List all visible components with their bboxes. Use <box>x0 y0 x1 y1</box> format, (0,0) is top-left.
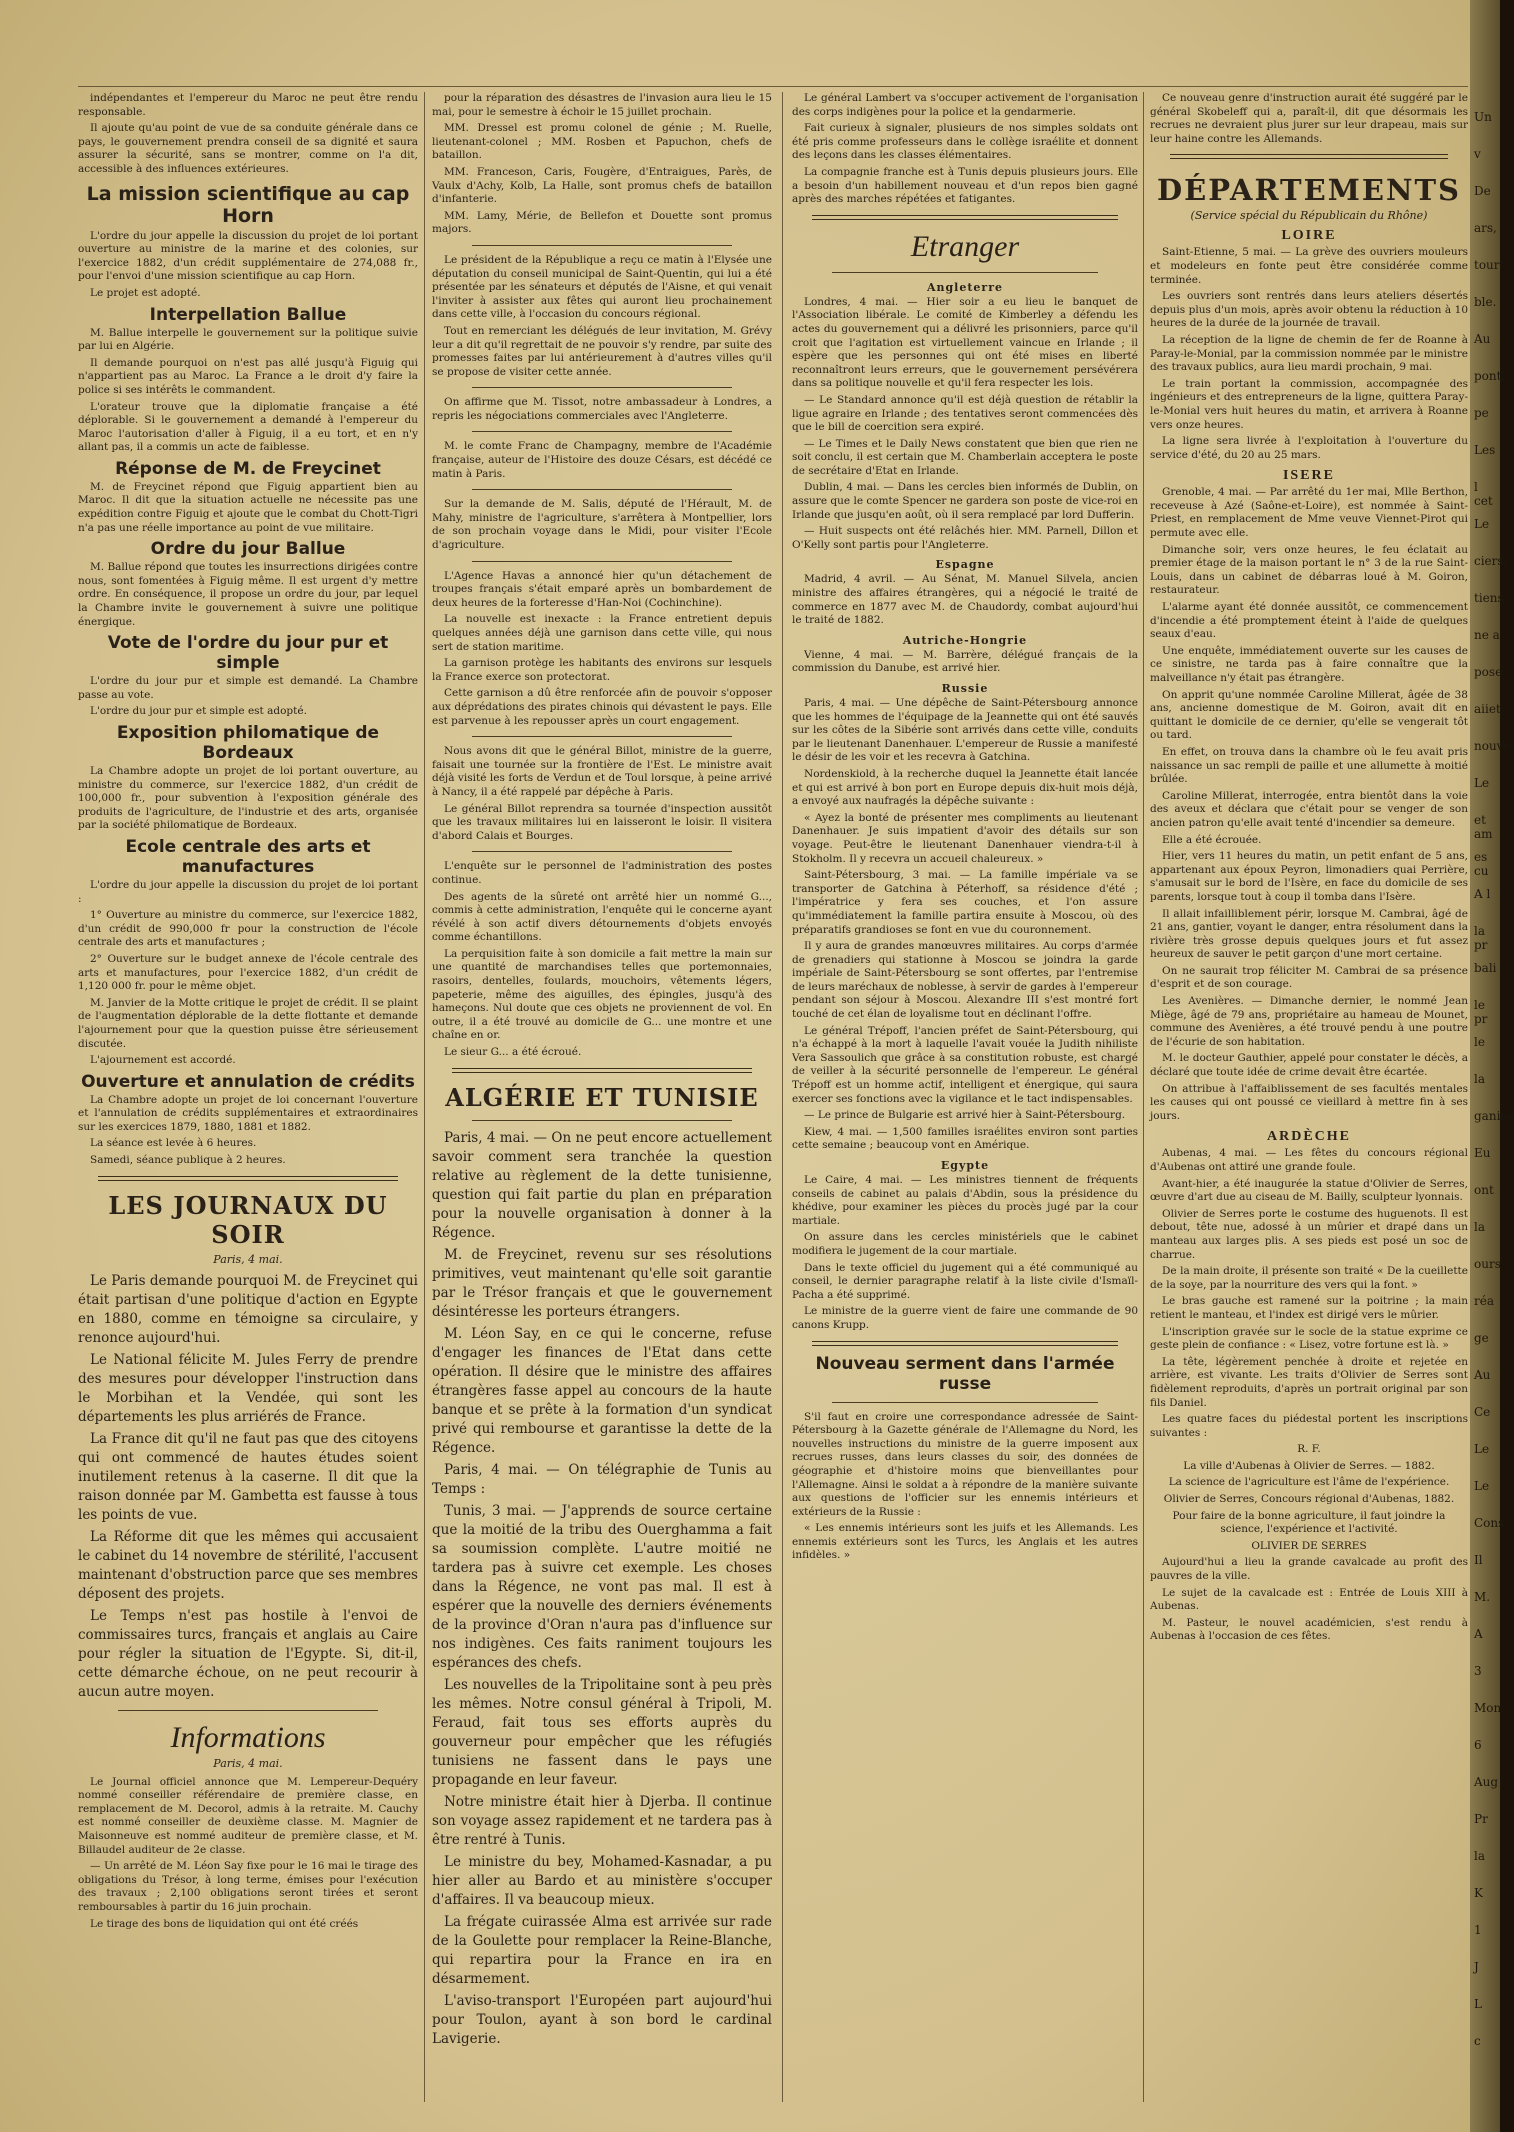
edge-fragment: v <box>1474 147 1481 161</box>
paragraph: La perquisition faite à son domicile a fait mettre la main sur une quantité de marchandises telles que portemonnaies, rasoirs, dentelles, foulards, mouchoirs, vêtements légers, papeterie, même des aiguilles, des épingles, jusqu'à des hameçons. Nul doute que ces objets ne proviennent de vol. En outre, il a été trouvé au domicile de G... une montre et une chaîne en or. <box>432 947 772 1042</box>
section-divider <box>472 1120 732 1121</box>
edge-fragment: De <box>1474 184 1491 198</box>
edge-fragment: L <box>1474 1997 1482 2011</box>
paragraph: « Ayez la bonté de présenter mes compliments au lieutenant Danenhauer. Je suis impatient d'avoir des détails sur son voyage. Peut-être le lieutenant Danenhauer viendra-t-il à Stokholm. Il y recevra un accueil chaleureux. » <box>792 811 1138 865</box>
paragraph: L'ordre du jour appelle la discussion du projet de loi portant ouverture au ministre de la marine et des colonies, sur l'exercice 1882, d'un crédit supplémentaire de 274,088 fr., pour l'envoi d'une mission scientifique au cap Horn. <box>78 229 418 283</box>
edge-fragment: aiiet <box>1474 702 1501 716</box>
paragraph-group <box>1150 1556 1468 1644</box>
paragraph: Paris, 4 mai. — Une dépêche de Saint-Pétersbourg annonce que les hommes de l'équipage de la Jeannette qui ont été sauvés sur les côtes de la Sibérie sont arrivés dans cette ville, conduits par le lieutenant Danenhauer. L'empereur de Russie a manifesté le désir de les voir et les recevra à Gatchina. <box>792 697 1138 764</box>
edge-fragment: Ce <box>1474 1405 1491 1419</box>
paragraph: Ce nouveau genre d'instruction aurait été suggéré par le général Skobeleff qui a, paraît-il, dit que désormais les recrues ne devraient plus jurer sur leur drapeau, mais sur leur haine contre les Allemands. <box>1150 92 1468 145</box>
edge-fragment: A l <box>1474 887 1491 901</box>
paragraph: Aubenas, 4 mai. — Les fêtes du concours régional d'Aubenas ont attiré une grande foule. <box>1150 1147 1468 1173</box>
paragraph-group <box>78 1776 418 1932</box>
edge-fragment: la <box>1474 1849 1485 1863</box>
paragraph: Il y aura de grandes manœuvres militaires. Au corps d'armée de grenadiers qui stationne à Moscou se joindra la garde impériale de Saint-Pétersbourg se sont offertes, par l'entremise de leurs maréchaux de noblesse, à servir de gardes à l'empereur pendant son séjour à Moscou. Alexandre III s'est montré fort touché de cet élan de loyalisme tout en déclinant l'offre. <box>792 940 1138 1021</box>
paragraph-group <box>432 860 772 1059</box>
paragraph: La ligne sera livrée à l'exploitation à l'ouverture du service d'été, du 20 au 25 mars. <box>1150 435 1468 461</box>
heading-mission-cap-horn: La mission scientifique au cap Horn <box>86 182 410 227</box>
paragraph-group <box>432 745 772 843</box>
paragraph: M. Pasteur, le nouvel académicien, s'est rendu à Aubenas à l'occasion de ces fêtes. <box>1150 1616 1468 1643</box>
heading-informations: Informations <box>170 1720 326 1754</box>
paragraph: La France dit qu'il ne faut pas que des citoyens qui ont commencé de hautes études soient inutilement retenus à la caserne. Il dit que la raison donnée par M. Gambetta est fausse à tous les points de vue. <box>78 1430 418 1523</box>
paragraph: Le ministre de la guerre vient de faire une commande de 90 canons Krupp. <box>792 1305 1138 1331</box>
paragraph-group <box>78 1094 418 1168</box>
paragraph-group <box>792 1174 1138 1333</box>
paragraph: Hier, vers 11 heures du matin, un petit enfant de 5 ans, appartenant aux époux Peyron, limonadiers quai Perrière, s'amusait sur le bord de l'Isère, en face du domicile de ses parents, lorsque tout à coup il tomba dans l'Isère. <box>1150 850 1468 903</box>
edge-fragment: M. <box>1474 1590 1491 1604</box>
paragraph: Kiew, 4 mai. — 1,500 familles israélites environ sont parties cette semaine ; beaucoup vont en Amérique. <box>792 1125 1138 1152</box>
paragraph: Une enquête, immédiatement ouverte sur les causes de ce sinistre, ne tarda pas à faire connaître que la malveillance n'y était pas étrangère. <box>1150 644 1468 684</box>
paragraph: Le tirage des bons de liquidation qui ont été créés <box>90 1917 359 1930</box>
heading-ordre-du-jour: Ordre du jour Ballue <box>150 539 346 560</box>
edge-fragment: 1 <box>1474 1923 1482 1937</box>
column-2 <box>432 92 772 2052</box>
paragraph-group <box>432 440 772 481</box>
paragraph: L'ordre du jour pur et simple est demandé. La Chambre passe au vote. <box>78 675 418 701</box>
paragraph: La compagnie franche est à Tunis depuis plusieurs jours. Elle a besoin d'un habillement nouveau et d'un repos bien gagné après des marches répétées et fatigantes. <box>792 165 1138 206</box>
paragraph: M. Janvier de la Motte critique le projet de crédit. Il se plaint de l'augmentation déplorable de la dette flottante et demande l'ajournement pour que la question puisse être sérieusement discutée. <box>78 996 418 1050</box>
paragraph: La garnison protège les habitants des environs sur lesquels la France exerce son protectorat. <box>432 657 772 683</box>
edge-fragment: la <box>1474 1072 1485 1086</box>
edge-fragment: es cu <box>1474 850 1489 878</box>
paragraph-group <box>792 573 1138 627</box>
paragraph-group <box>792 92 1138 207</box>
edge-fragment: pont, <box>1474 369 1506 383</box>
paragraph: Les nouvelles de la Tripolitaine sont à peu près les mêmes. Notre consul général à Tripoli, M. Feraud, fait tous ses efforts auprès du gouverneur pour empêcher que les réfugiés tunisiens ne fassent dans le pays une propagande en leur faveur. <box>432 1676 772 1788</box>
section-divider <box>472 736 732 737</box>
paragraph-group <box>792 649 1138 676</box>
paragraph: La nouvelle est inexacte : la France entretient depuis quelques années déjà une garnison dans cette ville, qui nous sert de station maritime. <box>432 613 772 653</box>
paragraph: Elle a été écrouée. <box>1162 833 1262 846</box>
edge-fragment: A <box>1474 1627 1483 1641</box>
edge-fragment: ne a <box>1474 628 1500 642</box>
paragraph: — Huit suspects ont été relâchés hier. MM. Parnell, Dillon et O'Kelly sont partis pour l'Angleterre. <box>792 525 1138 551</box>
column-1 <box>78 92 418 1934</box>
paragraph: La Chambre adopte un projet de loi concernant l'ouverture et l'annulation de crédits supplémentaires et extraordinaires sur les exercices 1879, 1880, 1881 et 1882. <box>78 1093 418 1133</box>
paragraph-group <box>1150 92 1468 146</box>
paragraph: Samedi, séance publique à 2 heures. <box>90 1154 286 1167</box>
column-rule <box>424 92 425 2102</box>
heading-vote: Vote de l'ordre du jour pur et simple <box>107 633 389 674</box>
heading-egypte: Egypte <box>940 1159 990 1172</box>
paragraph: MM. Dressel est promu colonel de génie ; M. Ruelle, lieutenant-colonel ; MM. Rosben et Papuchon, chefs de bataillon. <box>432 122 772 162</box>
paragraph-group <box>78 92 418 177</box>
column-3 <box>792 92 1138 1566</box>
paragraph: M. Léon Say, en ce qui le concerne, refuse d'engager les finances de l'Etat dans cette opération. Il désire que le ministre des affaires étrangères fasse appel au concours de la haute banque et se prête à la formation d'un syndicat privé qui rembourse et garantisse la dette de la Régence. <box>432 1325 772 1456</box>
paragraph: Nordenskiold, à la recherche duquel la Jeannette était lancée et qui est arrivé à bon port en Europe depuis dix-huit mois déjà, a envoyé aux naufragés la dépêche suivante : <box>792 767 1138 808</box>
paragraph: — Un arrêté de M. Léon Say fixe pour le 16 mai le tirage des obligations du Trésor, à long terme, émises pour l'exécution des travaux ; 2,100 obligations seront tirées et seront remboursables à partir du 16 juin prochain. <box>78 1860 418 1913</box>
edge-fragment: Au <box>1474 332 1491 346</box>
paragraph: Dublin, 4 mai. — Dans les cercles bien informés de Dublin, on assure que le comte Spencer ne gardera son poste de vice-roi en Irlande que jusqu'en août, où il sera remplacé par lord Dufferin. <box>792 481 1138 521</box>
adjacent-page-edge <box>1470 0 1514 2132</box>
heading-ecole-centrale: Ecole centrale des arts et manufactures <box>125 836 371 877</box>
edge-fragment: c <box>1474 2034 1481 2048</box>
paragraph: Il ajoute qu'au point de vue de sa conduite générale dans ce pays, le gouvernement prendra conseil de sa dignité et saura assurer la sécurité, sans se montrer, comme on l'a dit, accessible à des influences extérieures. <box>78 122 418 175</box>
paragraph-group <box>78 879 418 1068</box>
paragraph: Le ministre du bey, Mohamed-Kasnadar, a pu hier aller au Bardo et au ministère s'occuper d'affaires. Il va beaucoup mieux. <box>432 1853 772 1908</box>
paragraph: M. de Freycinet, revenu sur ses résolutions primitives, veut maintenant qu'elle soit garantie par le Trésor français et que le gouvernement désintéresse les porteurs étrangers. <box>432 1246 772 1320</box>
heading-departements: DÉPARTEMENTS <box>1157 173 1461 208</box>
paragraph: Le Journal officiel annonce que M. Lempereur-Dequéry nommé conseiller référendaire de première classe, en remplacement de M. Decorol, admis à la retraite. M. Cauchy est nommé conseiller de deuxième classe. M. Magnier de Maisonneuve est nommé auditeur de première classe, et M. Billaudel auditeur de 2e classe. <box>78 1775 418 1856</box>
paragraph: Les quatre faces du piédestal portent les inscriptions suivantes : <box>1150 1413 1468 1439</box>
paragraph: 1° Ouverture au ministre du commerce, sur l'exercice 1882, d'un crédit de 990,000 fr pour la construction de l'école centrale des arts et manufactures ; <box>78 909 418 949</box>
paragraph-group <box>432 498 772 552</box>
paragraph: Les Avenières. — Dimanche dernier, le nommé Jean Miège, âgé de 79 ans, propriétaire au hameau de Mounet, commune des Avenières, a été trouvé pendu à une poutre de l'écurie de son habitation. <box>1150 995 1468 1048</box>
edge-fragment: ars, <box>1474 221 1497 235</box>
paragraph: Sur la demande de M. Salis, député de l'Hérault, M. de Mahy, ministre de l'agriculture, s'arrêtera à Montpellier, lors de son prochain voyage dans le Midi, pour visiter l'Ecole d'agriculture. <box>432 498 772 552</box>
paragraph: Olivier de Serres, Concours régional d'Aubenas, 1882. <box>1163 1493 1455 1506</box>
paragraph: Des agents de la sûreté ont arrêté hier un nommé G..., commis à cette administration, l'enquête qui le concerne ayant révélé à son actif divers détournements d'objets envoyés comme échantillons. <box>432 890 772 944</box>
top-rule <box>78 86 1468 87</box>
heading-nouveau-serment: Nouveau serment dans l'armée russe <box>815 1353 1115 1394</box>
paragraph: Il allait infailliblement périr, lorsque M. Cambrai, âgé de 21 ans, gantier, voyant le danger, entra résolument dans la rivière très grosse depuis quelques jours et fut assez heureux de sauver le petit garçon d'une mort certaine. <box>1150 907 1468 961</box>
edge-fragment: Le <box>1474 1442 1490 1456</box>
edge-fragment: Le <box>1474 776 1490 790</box>
edge-fragment: ont <box>1474 1183 1494 1197</box>
paragraph-group <box>78 561 418 629</box>
paragraph-group <box>432 570 772 729</box>
heading-credits: Ouverture et annulation de crédits <box>81 1071 415 1092</box>
edge-fragment: ganisé <box>1474 1109 1514 1123</box>
paragraph: — Le Times et le Daily News constatent que bien que rien ne soit conclu, il est certain que M. Chamberlain acceptera le poste de secrétaire d'Etat en Irlande. <box>792 437 1138 477</box>
paragraph: Caroline Millerat, interrogée, entra bientôt dans la voie des aveux et déclara que c'était pour se venger de son ancien patron qu'elle avait tenté d'incendier sa demeure. <box>1150 789 1468 829</box>
edge-fragment: Un <box>1474 110 1492 124</box>
section-divider <box>1170 154 1448 159</box>
edge-fragment: Aug <box>1474 1775 1499 1789</box>
paragraph: indépendantes et l'empereur du Maroc ne peut être rendu responsable. <box>78 92 418 118</box>
paragraph-group <box>432 254 772 379</box>
heading-ardeche: ARDÈCHE <box>1266 1129 1351 1145</box>
edge-fragment: réa <box>1474 1294 1494 1308</box>
edge-fragment: pe <box>1474 406 1489 420</box>
edge-fragment: bali <box>1474 961 1497 975</box>
paragraph: En effet, on trouva dans la chambre où le feu avait pris naissance un sac rempli de paille et une allumette à moitié brûlée. <box>1150 745 1468 786</box>
paragraph-group <box>78 230 418 301</box>
paragraph-group <box>792 697 1138 1153</box>
paragraph: Cette garnison a dû être renforcée afin de pouvoir s'opposer aux déprédations des pirates chinois qui dévastent le pays. Elle est parvenue à les repousser après un court engagement. <box>432 687 772 727</box>
paragraph: Aujourd'hui a lieu la grande cavalcade au profit des pauvres de la ville. <box>1150 1556 1468 1583</box>
section-divider <box>832 272 1098 273</box>
paragraph: Le général Trépoff, l'ancien préfet de Saint-Pétersbourg, qui n'a échappé à la mort à laquelle l'avait vouée la Judith nihiliste Vera Sassoulich que grâce à sa constitution robuste, est chargé de veiller à la sécurité personnelle de l'empereur. Le général Trépoff est un homme actif, intelligent et énergique, qui saura exercer ses fonctions avec la vigilance et le tact indispensables. <box>792 1024 1138 1105</box>
column-rule <box>782 92 783 2102</box>
heading-etranger: Etranger <box>910 229 1020 263</box>
paragraph: Le train portant la commission, accompagnée des ingénieurs et des entrepreneurs de la ligne, quittera Paray-le-Monial vers huit heures du matin, et arrivera à Roanne vers onze heures. <box>1150 377 1468 431</box>
paragraph: On ne saurait trop féliciter M. Cambrai de sa présence d'esprit et de son courage. <box>1150 964 1468 991</box>
paragraph: La ville d'Aubenas à Olivier de Serres. — 1882. <box>1183 1459 1435 1472</box>
paragraph: Grenoble, 4 mai. — Par arrêté du 1er mai, Mlle Berthon, receveuse à Azé (Saône-et-Loire), est nommée à Saint-Priest, en remplacement de Mme veuve Viennet-Pirot qui permute avec elle. <box>1150 486 1468 540</box>
heading-reponse-freycinet: Réponse de M. de Freycinet <box>115 458 381 479</box>
paragraph: M. Ballue répond que toutes les insurrections dirigées contre nous, sont fomentées à Figuig même. Il est urgent d'y mettre ordre. En conséquence, il propose un ordre du jour, par lequel la Chambre invite le gouvernement à suivre une politique énergique. <box>78 561 418 628</box>
heading-journaux-du-soir: LES JOURNAUX DU SOIR <box>108 1190 388 1249</box>
paragraph: M. le comte Franc de Champagny, membre de l'Académie française, auteur de l'Histoire des douze Césars, est décédé ce matin à Paris. <box>432 440 772 480</box>
edge-fragment: ciers, <box>1474 554 1508 568</box>
paragraph: Londres, 4 mai. — Hier soir a eu lieu le banquet de l'Association libérale. Le comité de Kimberley a défendu les actes du gouvernement qui a délivré les prisonniers, parce qu'il croit que l'agitation est virtuellement vaincue en Irlande ; il espère que les personnes qui ont été mises en liberté reconnaîtront leurs erreurs, que le gouvernement persévérera dans sa politique nouvelle et qu'il fera respecter les lois. <box>792 295 1138 390</box>
heading-interpellation-ballue: Interpellation Ballue <box>149 304 347 325</box>
edge-fragment: et am <box>1474 813 1493 841</box>
edge-fragment: la <box>1474 1220 1485 1234</box>
edge-fragment: ours <box>1474 1257 1501 1271</box>
paragraph: On assure dans les cercles ministériels que le cabinet modifiera le jugement de la cour martiale. <box>792 1231 1138 1257</box>
paragraph: — Le Standard annonce qu'il est déjà question de rétablir la ligue agraire en Irlande ; des tentatives seront commencées dès que le bill de coercition sera expiré. <box>792 393 1138 434</box>
heading-loire: LOIRE <box>1281 228 1337 244</box>
paragraph: Le projet est adopté. <box>90 286 201 299</box>
edge-fragment: K <box>1474 1886 1483 1900</box>
paragraph: L'enquête sur le personnel de l'administration des postes continue. <box>432 860 772 886</box>
paragraph: L'aviso-transport l'Européen part aujourd'hui pour Toulon, ayant à son bord le cardinal Lavigerie. <box>432 1992 772 2047</box>
paragraph: L'orateur trouve que la diplomatie française a été déplorable. Si le gouvernement a demandé à l'empereur du Maroc l'autorisation d'aller à Figuig, il a eu tort, et en n'y allant pas, il a commis un acte de faiblesse. <box>78 400 418 454</box>
paragraph: On attribue à l'affaiblissement de ses facultés mentales les causes qui ont poussé ce vieillard à mettre fin à ses jours. <box>1150 1082 1468 1122</box>
heading-angleterre: Angleterre <box>926 280 1004 294</box>
edge-fragment: Il <box>1474 1553 1483 1567</box>
paragraph: — Le prince de Bulgarie est arrivé hier à Saint-Pétersbourg. <box>804 1109 1126 1122</box>
paragraph: Olivier de Serres porte le costume des huguenots. Il est debout, tête nue, adossé à un mûrier et drapé dans un manteau aux larges plis. A ses pieds est posé un soc de charrue. <box>1150 1207 1468 1261</box>
subheading-service-special: (Service spécial du Républicain du Rhône) <box>1190 209 1428 223</box>
section-divider <box>472 387 732 388</box>
edge-fragment: ble. <box>1474 295 1497 309</box>
paragraph-group <box>792 296 1138 553</box>
heading-exposition: Exposition philomatique de Bordeaux <box>116 723 380 763</box>
paragraph: Le Caire, 4 mai. — Les ministres tiennent de fréquents conseils de cabinet au palais d'Abdin, sous la présidence du khédive, pour examiner les pièces du procès jugé par la cour martiale. <box>792 1174 1138 1227</box>
paragraph: Avant-hier, a été inaugurée la statue d'Olivier de Serres, œuvre d'art due au ciseau de M. Bailly, sculpteur lyonnais. <box>1150 1177 1468 1204</box>
section-divider <box>472 851 732 852</box>
edge-fragment: l cet <box>1474 480 1493 508</box>
paragraph: MM. Franceson, Caris, Fougère, d'Entraigues, Parès, de Vaulx d'Achy, Kolb, La Halle, sont promus chefs de bataillon d'infanterie. <box>432 165 772 206</box>
paragraph: M. Ballue interpelle le gouvernement sur la politique suivie par lui en Algérie. <box>78 326 418 353</box>
section-divider <box>452 1068 752 1073</box>
section-divider <box>812 215 1118 220</box>
paragraph-group <box>1150 1147 1468 1440</box>
heading-espagne: Espagne <box>935 558 995 572</box>
paragraph: R. F. <box>1297 1443 1321 1456</box>
paragraph: Il demande pourquoi on n'est pas allé jusqu'à Figuig qui n'appartient pas au Maroc. La France a le droit d'y faire la police si ses intérêts le commandent. <box>78 356 418 396</box>
paragraph: L'ajournement est accordé. <box>90 1054 236 1067</box>
paragraph: Madrid, 4 avril. — Au Sénat, M. Manuel Silvela, ancien ministre des affaires étrangères, qui a négocié le traité de commerce en 1877 avec M. de Chaudordy, combat aujourd'hui le traité de 1882. <box>792 573 1138 627</box>
paragraph: L'Agence Havas a annoncé hier qu'un détachement de troupes français s'était emparé après un bombardement de deux heures de la forteresse d'Han-Noi (Cochinchine). <box>432 569 772 609</box>
paragraph: L'alarme ayant été donnée aussitôt, ce commencement d'incendie a été promptement éteint à l'aide de quelques seaux d'eau. <box>1150 601 1468 641</box>
paragraph: Tunis, 3 mai. — J'apprends de source certaine que la moitié de la tribu des Ouerghamma a fait sa soumission complète. L'autre moitié ne tardera pas à suivre cet exemple. Les choses dans la Régence, ne vont pas mal. Il est à espérer que la nouvelle des derniers événements de la province d'Oran n'aura pas d'influence sur nos indigènes. Ces faits raniment toujours les espérances des chefs. <box>432 1502 772 1671</box>
paragraph: Le Temps n'est pas hostile à l'envoi de commissaires turcs, français et anglais au Caire pour régler la situation de l'Egypte. Si, dit-il, cette démarche échoue, on ne peut recourir à aucun autre moyen. <box>78 1607 418 1700</box>
paragraph: pour la réparation des désastres de l'invasion aura lieu le 15 mai, pour le semestre à échoir le 15 juillet prochain. <box>432 92 772 118</box>
section-divider <box>472 245 732 246</box>
paragraph: Les ouvriers sont rentrés dans leurs ateliers désertés depuis plus d'un mois, après avoir obtenu la réduction à 10 heures de la durée de la journée de travail. <box>1150 290 1468 330</box>
section-divider <box>118 1710 378 1711</box>
paragraph: Le sujet de la cavalcade est : Entrée de Louis XIII à Aubenas. <box>1150 1586 1468 1613</box>
paragraph: Le président de la République a reçu ce matin à l'Elysée une députation du conseil municipal de Saint-Quentin, qui lui a été présentée par les sénateurs et députés de l'Aisne, et qui venait l'inviter à assister aux fêtes qui auront lieu prochainement dans cette ville, à l'occasion du concours régional. <box>432 253 772 321</box>
paragraph: La tête, légèrement penchée à droite et rejetée en arrière, est vivante. Les traits d'Olivier de Serres sont fidèlement reproduits, d'après un portrait original par son fils Daniel. <box>1150 1355 1468 1409</box>
paragraph: La science de l'agriculture est l'âme de l'expérience. <box>1168 1476 1450 1489</box>
section-divider <box>472 561 732 562</box>
edge-fragment: nouve <box>1474 739 1511 753</box>
paragraph: Le général Billot reprendra sa tournée d'inspection aussitôt que les travaux militaires lui en laisseront le loisir. Il visitera d'abord Calais et Bourges. <box>432 802 772 842</box>
paragraph: MM. Lamy, Mérie, de Bellefon et Douette sont promus majors. <box>432 209 772 236</box>
heading-russie: Russie <box>941 682 989 695</box>
section-divider <box>472 489 732 490</box>
edge-fragment: la pr <box>1474 924 1488 952</box>
edge-fragment: Le <box>1474 1479 1490 1493</box>
paragraph: Le bras gauche est ramené sur la poitrine ; la main retient le manteau, et l'index est dirigé vers le mûrier. <box>1150 1295 1468 1321</box>
edge-fragment: Au <box>1474 1368 1491 1382</box>
paragraph: Notre ministre était hier à Djerba. Il continue son voyage assez rapidement et ne tardera pas à être rentré à Tunis. <box>432 1793 772 1848</box>
paragraph: La frégate cuirassée Alma est arrivée sur rade de la Goulette pour remplacer la Reine-Blanche, qui repartira pour la France en ira en désarmement. <box>432 1913 772 1987</box>
paragraph: « Les ennemis intérieurs sont les juifs et les Allemands. Les ennemis extérieurs sont les Turcs, les Anglais et les autres infidèles. » <box>792 1522 1138 1562</box>
edge-fragment: pose <box>1474 665 1503 679</box>
edge-fragment: Cons <box>1474 1516 1505 1530</box>
edge-fragment: tiens <box>1474 591 1504 605</box>
paragraph-group <box>78 675 418 719</box>
dateline: Paris, 4 mai. <box>213 1756 283 1770</box>
paragraph-group <box>432 92 772 237</box>
heading-autriche-hongrie: Autriche-Hongrie <box>902 633 1028 647</box>
paragraph: Le général Lambert va s'occuper activement de l'organisation des corps indigènes pour la police et la gendarmerie. <box>792 92 1138 118</box>
paragraph: Saint-Etienne, 5 mai. — La grève des ouvriers mouleurs et modeleurs en fonte peut être considérée comme terminée. <box>1150 246 1468 286</box>
paragraph: De la main droite, il présente son traité « De la cueillette de la soye, par la nourriture des vers qui la font. » <box>1150 1265 1468 1291</box>
paragraph-group <box>78 327 418 455</box>
edge-fragment: 3 <box>1474 1664 1482 1678</box>
paragraph: Paris, 4 mai. — On ne peut encore actuellement savoir comment sera tranchée la question relative au règlement de la dette tunisienne, question qui fait partie du plan en préparation pour la nouvelle organisation à donner à la Régence. <box>432 1129 772 1241</box>
edge-fragment: le <box>1474 1035 1485 1049</box>
paragraph: On affirme que M. Tissot, notre ambassadeur à Londres, a repris les négociations commerciales avec l'Angleterre. <box>432 396 772 422</box>
paragraph: L'ordre du jour appelle la discussion du projet de loi portant : <box>78 878 418 905</box>
paragraph-group <box>78 1272 418 1702</box>
paragraph: M. de Freycinet répond que Figuig appartient bien au Maroc. Il dit que la situation actuelle ne nécessite pas une expédition contre Figuig et ajoute que le combat du Chott-Tigri n'a pas une réelle importance au point de vue militaire. <box>78 480 418 534</box>
paragraph: OLIVIER DE SERRES <box>1251 1539 1367 1552</box>
section-divider <box>812 1341 1118 1346</box>
paragraph-group <box>792 1411 1138 1564</box>
column-rule <box>1143 92 1144 2102</box>
paragraph: Pour faire de la bonne agriculture, il faut joindre la science, l'expérience et l'activité. <box>1172 1509 1446 1536</box>
edge-fragment: Les <box>1474 443 1496 457</box>
paragraph: L'ordre du jour pur et simple est adopté. <box>90 705 307 718</box>
paragraph: Fait curieux à signaler, plusieurs de nos simples soldats ont été pris comme professeurs dans le collège israélite et donnent des leçons dans les classes élémentaires. <box>792 122 1138 162</box>
paragraph: La Chambre adopte un projet de loi portant ouverture, au ministre du commerce, sur l'exercice 1882, d'un crédit de 100,000 fr., pour subvention à l'exposition générale des produits de l'agriculture, de l'industrie et des arts, organisée par la société philomatique de Bordeaux. <box>78 765 418 832</box>
edge-fragment: le pr <box>1474 998 1488 1026</box>
paragraph: Le Paris demande pourquoi M. de Freycinet qui était partisan d'une politique d'action en Egypte en 1880, comme en témoigne sa circulaire, y renonce aujourd'hui. <box>78 1272 418 1346</box>
paragraph: S'il faut en croire une correspondance adressée de Saint-Pétersbourg à la Gazette générale de l'Allemagne du Nord, les nouvelles instructions du ministre de la guerre imposent aux recrues russes, dans leurs classes du soir, des données de géographie et d'histoire moins que bienveillantes pour l'Allemagne. Ainsi le soldat a à répondre de la manière suivante aux questions de l'officier sur les ennemis intérieurs et extérieurs de la Russie : <box>792 1410 1138 1518</box>
paragraph: Le sieur G... a été écroué. <box>444 1046 582 1059</box>
paragraph: M. le docteur Gauthier, appelé pour constater le décès, a déclaré que toute idée de crime devait être écartée. <box>1150 1052 1468 1079</box>
edge-fragment: ge <box>1474 1331 1489 1345</box>
section-divider <box>832 1402 1098 1403</box>
edge-fragment: Mon <box>1474 1701 1502 1715</box>
paragraph: 2° Ouverture sur le budget annexe de l'école centrale des arts et manufactures, pour l'exercice 1882, d'un crédit de 1,120 000 fr. pour le même objet. <box>78 952 418 993</box>
paragraph-group <box>432 1129 772 2049</box>
paragraph: La Réforme dit que les mêmes qui accusaient le cabinet du 14 novembre de stérilité, l'accusent maintenant d'obstruction parce que ses membres déposent des projets. <box>78 1528 418 1602</box>
paragraph: Tout en remerciant les délégués de leur invitation, M. Grévy leur a dit qu'il regrettait de ne pouvoir s'y rendre, par suite des promesses faites par lui antérieurement à d'autres villes qu'il se propose de visiter cette année. <box>432 324 772 378</box>
heading-algerie-tunisie: ALGÉRIE ET TUNISIE <box>445 1082 759 1112</box>
edge-fragment: Le <box>1474 517 1490 531</box>
edge-fragment: 6 <box>1474 1738 1482 1752</box>
paragraph: Vienne, 4 mai. — M. Barrère, délégué français de la commission du Danube, est arrivé hier. <box>792 648 1138 675</box>
paragraph-group <box>432 396 772 423</box>
paragraph: On apprit qu'une nommée Caroline Millerat, âgée de 38 ans, ancienne domestique de M. Goiron, avait dit en quittant le domicile de ce dernier, qu'elle se vengerait tôt ou tard. <box>1150 688 1468 742</box>
column-4 <box>1150 92 1468 1647</box>
section-divider <box>472 431 732 432</box>
paragraph-group <box>78 481 418 535</box>
edge-fragment: J <box>1474 1960 1479 1974</box>
paragraph-group <box>1150 246 1468 462</box>
heading-isere: ISERE <box>1282 468 1336 484</box>
paragraph-group <box>1150 486 1468 1123</box>
paragraph: Saint-Pétersbourg, 3 mai. — La famille impériale va se transporter de Gatchina à Péterhoff, sa résidence d'été ; l'impératrice y fera ses couches, et l'on assure qu'immédiatement la famille partira ensuite à Moscou, où des préparatifs grandioses se font en vue du couronnement. <box>792 869 1138 936</box>
paragraph: Paris, 4 mai. — On télégraphie de Tunis au Temps : <box>432 1461 772 1497</box>
section-divider <box>98 1176 398 1181</box>
paragraph: La séance est levée à 6 heures. <box>90 1137 257 1150</box>
dateline: Paris, 4 mai. <box>213 1252 283 1266</box>
paragraph: Dans le texte officiel du jugement qui a été communiqué au conseil, le dernier paragraphe relatif à la liste civile d'Ismaïl-Pacha a été supprimé. <box>792 1261 1138 1301</box>
paragraph: Dimanche soir, vers onze heures, le feu éclatait au premier étage de la maison portant le n° 3 de la rue Saint-Louis, dans un cabinet de débarras loué à M. Goiron, restaurateur. <box>1150 543 1468 597</box>
paragraph: Nous avons dit que le général Billot, ministre de la guerre, faisait une tournée sur la frontière de l'Est. Le ministre avait déjà visité les forts de Verdun et de Toul lorsque, à peine arrivé à Nancy, il a été rappelé par dépêche à Paris. <box>432 745 772 798</box>
paragraph: L'inscription gravée sur le socle de la statue exprime ce geste plein de confiance : « Lisez, votre fortune est là. » <box>1150 1325 1468 1352</box>
inscription-group <box>1150 1443 1468 1553</box>
edge-fragment: Eu <box>1474 1146 1491 1160</box>
paragraph: La réception de la ligne de chemin de fer de Roanne à Paray-le-Monial, par la commission nommée par le ministre des travaux publics, aura lieu mardi prochain, 9 mai. <box>1150 333 1468 374</box>
paragraph: Le National félicite M. Jules Ferry de prendre des mesures pour développer l'instruction dans le Morbihan et la Vendée, qui sont les départements les plus arriérés de France. <box>78 1351 418 1425</box>
edge-fragment: tour <box>1474 258 1500 272</box>
edge-fragment: Pr <box>1474 1812 1488 1826</box>
paragraph-group <box>78 765 418 833</box>
